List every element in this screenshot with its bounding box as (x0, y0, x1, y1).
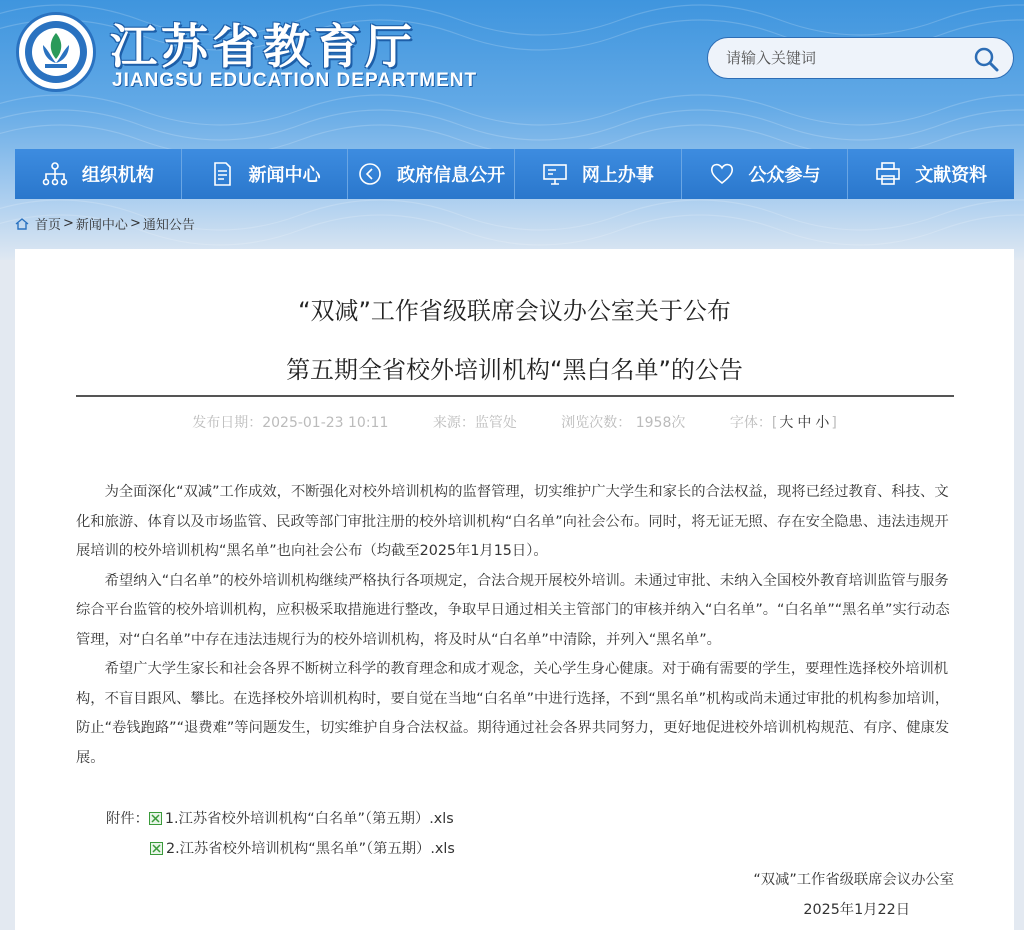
printer-icon (875, 161, 901, 187)
signature-office: “双减”工作省级联席会议办公室 (753, 872, 954, 888)
breadcrumb (15, 214, 195, 233)
nav-label: 网上办事 (581, 165, 654, 186)
excel-file-icon (150, 842, 163, 855)
emblem-icon (23, 19, 89, 85)
org-chart-icon (42, 161, 68, 187)
nav-label: 新闻中心 (248, 165, 321, 186)
heart-icon (709, 161, 735, 187)
nav-item-gov-info[interactable] (348, 149, 515, 199)
arrow-circle-icon (357, 161, 383, 187)
document-icon (209, 161, 235, 187)
site-subtitle: JIANGSU EDUCATION DEPARTMENT (112, 70, 478, 91)
article-panel (15, 249, 1014, 930)
view-count: 浏览次数： 1958次 (561, 415, 686, 431)
excel-file-icon (149, 812, 162, 825)
nav-label: 政府信息公开 (397, 165, 506, 186)
article-paragraph: 为全面深化“双减”工作成效，不断强化对校外培训机构的监督管理，切实维护广大学生和家长的合法权益，现将已经过教育、科技、文化和旅游、体育以及市场监管、民政等部门审批注册的校外培训机构“白名单”向社会公布。同时，将无证无照、存在安全隐患、违法违规开展培训的校外培训机构“黑名单”也向社会公布（均截至2025年1月15日）。 (76, 484, 949, 559)
article-title-line1: “双减”工作省级联席会议办公室关于公布 (298, 297, 731, 325)
nav-item-online-service[interactable] (515, 149, 682, 199)
article-source: 来源：监管处 (432, 415, 517, 431)
article-meta (15, 412, 1014, 432)
attachments-label: 附件： (106, 811, 149, 827)
search-input[interactable] (726, 47, 966, 69)
attachment-row-1 (106, 808, 454, 828)
breadcrumb-separator: > (129, 216, 141, 231)
attachment-link-blacklist[interactable]: 2.江苏省校外培训机构“黑名单”（第五期）.xls (166, 841, 455, 857)
article-paragraph: 希望纳入“白名单”的校外培训机构继续严格执行各项规定，合法合规开展校外培训。未通过审批、未纳入全国校外教育培训监管与服务综合平台监管的校外培训机构，应积极采取措施进行整改，争取早日通过相关主管部门的审核并纳入“白名单”。“白名单”“黑名单”实行动态管理，对“白名单”中存在违法违规行为的校外培训机构，将及时从“白名单”中清除，并列入“黑名单”。 (76, 572, 950, 648)
nav-item-public-participation[interactable] (682, 149, 849, 199)
signature-date: 2025年1月22日 (803, 902, 910, 918)
article-body (76, 478, 956, 773)
department-logo[interactable] (16, 12, 96, 92)
font-size-large-button[interactable]: 大 (779, 415, 794, 431)
title-divider (76, 395, 954, 397)
attachment-row-2 (150, 838, 455, 858)
font-size-control (730, 415, 837, 431)
home-icon (15, 218, 29, 230)
article-paragraph: 希望广大学生家长和社会各界不断树立科学的教育理念和成才观念，关心学生身心健康。对于确有需要的学生，要理性选择校外培训机构，不盲目跟风、攀比。在选择校外培训机构时，要自觉在当地“白名单”中进行选择，不到“黑名单”机构或尚未通过审批的机构参加培训，防止“卷钱跑路”“退费难”等问题发生，切实维护自身合法权益。期待通过社会各界共同努力，更好地促进校外培训机构规范、有序、健康发展。 (76, 661, 950, 766)
font-size-bracket: ] (831, 415, 837, 431)
nav-item-news[interactable] (182, 149, 349, 199)
font-size-label: 字体：[ (729, 415, 778, 431)
main-nav (15, 149, 1014, 199)
breadcrumb-separator: > (63, 216, 74, 231)
monitor-icon (542, 161, 568, 187)
breadcrumb-notice[interactable]: 通知公告 (142, 218, 195, 233)
nav-label: 组织机构 (81, 165, 154, 186)
nav-label: 文献资料 (915, 165, 988, 186)
search-box (707, 37, 1014, 79)
breadcrumb-news[interactable]: 新闻中心 (75, 218, 128, 233)
nav-item-documents[interactable] (848, 149, 1014, 199)
nav-label: 公众参与 (748, 165, 821, 186)
site-title: 江苏省教育厅 (110, 20, 416, 75)
search-icon[interactable] (973, 46, 999, 72)
article-title-line2: 第五期全省校外培训机构“黑白名单”的公告 (286, 356, 743, 384)
font-size-small-button[interactable]: 小 (815, 415, 830, 431)
font-size-medium-button[interactable]: 中 (797, 415, 812, 431)
attachment-link-whitelist[interactable]: 1.江苏省校外培训机构“白名单”（第五期）.xls (164, 811, 454, 827)
nav-item-organization[interactable] (15, 149, 182, 199)
breadcrumb-home[interactable]: 首页 (35, 218, 62, 233)
publish-date: 发布日期：2025-01-23 10:11 (192, 415, 389, 431)
